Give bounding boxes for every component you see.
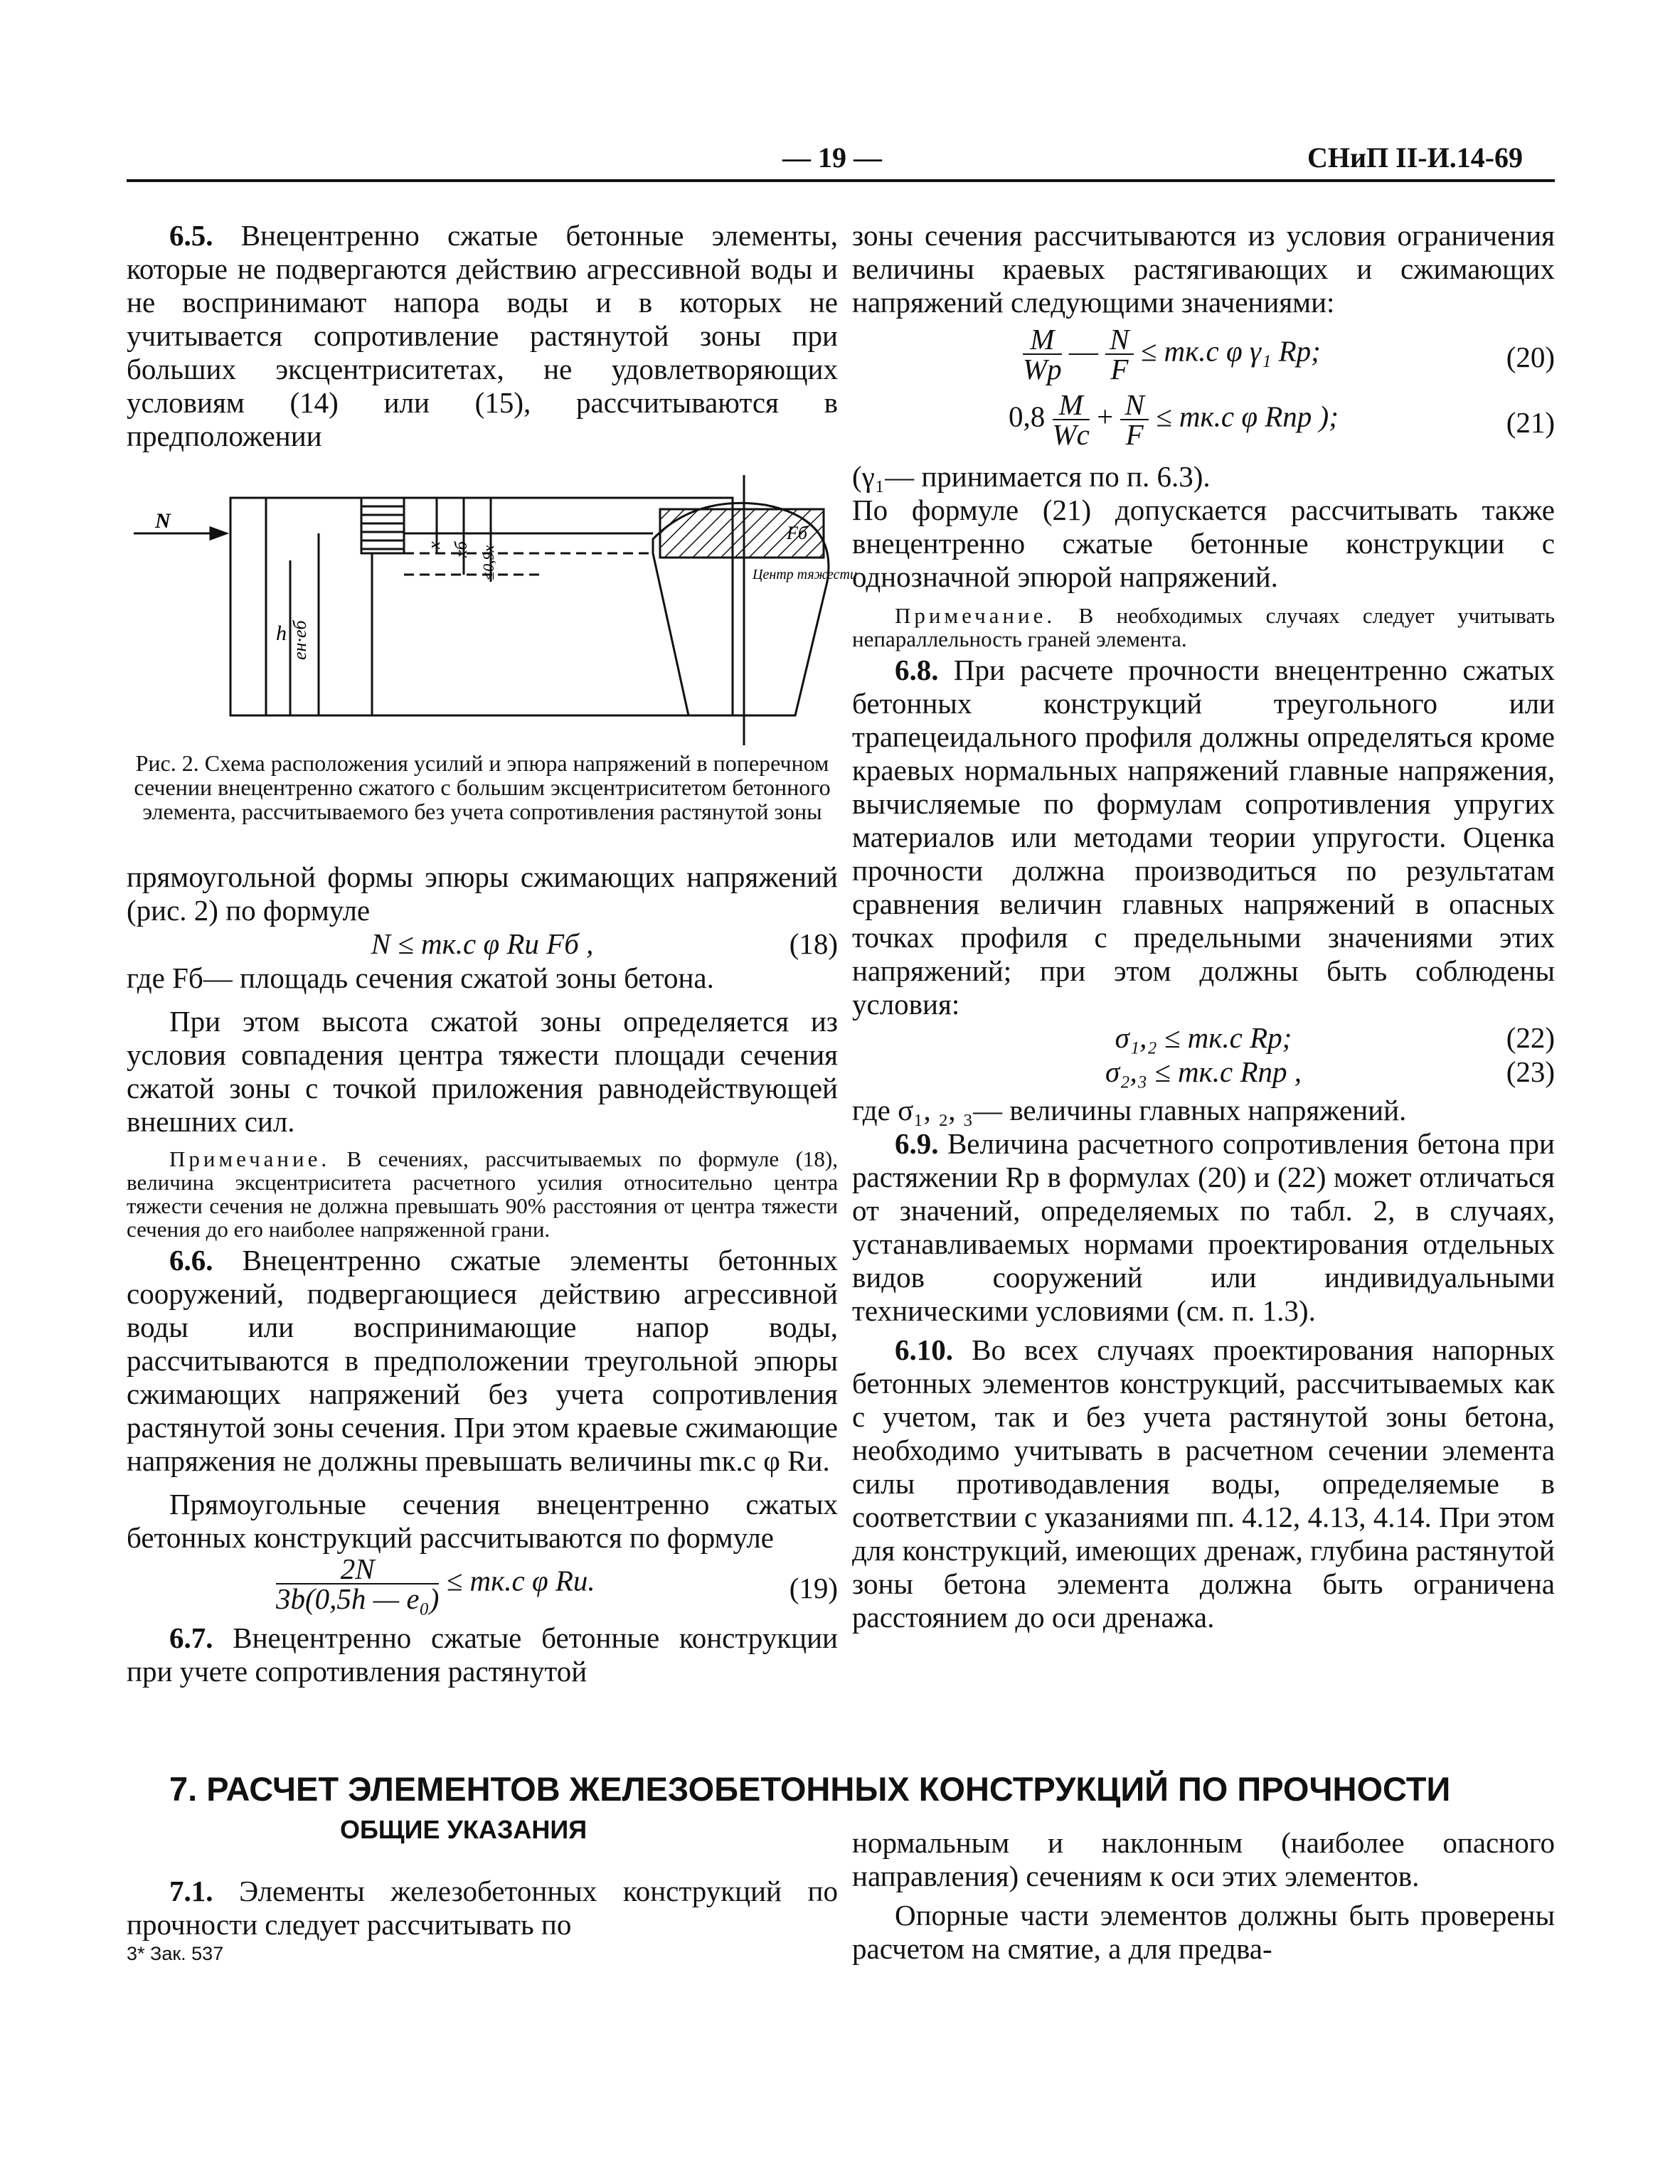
- equation-20: $\frac{M}{Wр}$ — $\frac{N}{F}$ ≤ mк.с φ γ₁ Rр; (20): [1023, 323, 1555, 385]
- left-column-bottom: [127, 861, 838, 1688]
- where-23: где σ₁, ₂, ₃— величины главных напряжений.: [852, 1094, 1407, 1126]
- paragraph-7-1: 7.1. Элементы железобетонных конструкций по прочности следует рассчитывать по: [127, 1875, 838, 1941]
- label-0-9x: ≤0,9x: [479, 545, 497, 580]
- paragraph-6-7: 6.7. Внецентренно сжатые бетонные конструкции при учете сопротивления растянутой: [127, 1621, 838, 1688]
- clause-number: 6.5.: [169, 219, 213, 252]
- section-rectangle: [230, 498, 733, 715]
- label-xb: xб: [452, 541, 471, 558]
- label-x: x: [425, 541, 444, 549]
- paragraph-6-8: 6.8. При расчете прочности внецентренно сжатых бетонных конструкций треугольного или трапецеидального профиля должны определяться кроме краевых нормальных напряжений главные напряжения, вычисляемые по формулам сопротивления упругих материалов или методами теории упругости. Оценка прочности должна производиться по результатам сравнения величин главных напряжений в опасных точках профиля с предельными значениями этих напряжений; при этом должны быть соблюдены условия:: [852, 654, 1555, 1021]
- label-center-of-gravity: Центр тяжести: [753, 567, 857, 582]
- section-7-right: [852, 1826, 1555, 1966]
- paragraph-rect-sections: Прямоугольные сечения внецентренно сжатых бетонных конструкций рассчитываются по формуле: [127, 1488, 838, 1554]
- equation-19: $\frac{2N}{\text{3b(0,5h — e₀)}}$ ≤ mк.с φ Rи. (19): [276, 1552, 838, 1615]
- section-7-title: 7. РАСЧЕТ ЭЛЕМЕНТОВ ЖЕЛЕЗОБЕТОННЫХ КОНСТРУКЦИЙ ПО ПРОЧНОСТИ: [169, 1770, 1451, 1808]
- label-N: N: [155, 509, 171, 533]
- section-7-left: [127, 1875, 838, 1941]
- left-column-top: [127, 219, 838, 453]
- paragraph-rect-diagram: прямоугольной формы эпюры сжимающих напряжений (рис. 2) по формуле: [127, 861, 838, 927]
- document-code: СНиП II-И.14-69: [1307, 142, 1524, 174]
- paragraph-formula-21: По формуле (21) допускается рассчитывать также внецентренно сжатые бетонные конструкции с однозначной эпюрой напряжений.: [852, 494, 1555, 593]
- figure-caption: Рис. 2. Схема расположения усилий и эпюра напряжений в поперечном сечении внецентренно сжатого с большим эксцентриситетом бетонного элемента, рассчитываемого без учета сопротивления растянутой зоны: [134, 750, 831, 824]
- label-h: h: [276, 622, 287, 645]
- page-number: — 19 —: [782, 142, 882, 174]
- equation-18: N ≤ mк.с φ Rи Fб , (18): [371, 927, 838, 960]
- paragraph-6-10: 6.10. Во всех случаях проектирования напорных бетонных элементов конструкций, рассчитываемых как с учетом, так и без учета растянутой зоны бетона, необходимо учитывать в расчетном сечении элемента силы противодавления воды, определяемые в соответствии с указаниями пп. 4.12, 4.13, 4.14. При этом для конструкций, имеющих дренаж, глубина растянутой зоны бетона элемента должна быть ограничена расстоянием до оси дренажа.: [852, 1333, 1555, 1634]
- right-column: [852, 219, 1555, 1634]
- section-7-subtitle: ОБЩИЕ УКАЗАНИЯ: [340, 1815, 588, 1844]
- footer-note: 3* Зак. 537: [127, 1943, 224, 1964]
- paragraph-6-5: [127, 219, 838, 453]
- equation-21: 0,8 $\frac{M}{Wс}$ + $\frac{N}{F}$ ≤ mк.с φ Rпр ); (21): [1009, 388, 1555, 451]
- paragraph-6-6: 6.6. Внецентренно сжатые элементы бетонных сооружений, подвергающиеся действию агрессивной воды или воспринимающие напор воды, рассчитываются в предположении треугольной эпюры сжимающих напряжений без учета сопротивления растянутой зоны сечения. При этом краевые сжимающие напряжения не должны превышать величины mк.с φ Rи.: [127, 1244, 838, 1477]
- note-2: Примечание. В необходимых случаях следует учитывать непараллельность граней элемента.: [852, 603, 1555, 651]
- paragraph-7-1-cont: нормальным и наклонным (наиболее опасного направления) сечениям к оси этих элементов.: [852, 1826, 1555, 1892]
- note-1: Примечание. В сечениях, рассчитываемых по формуле (18), величина эксцентриситета расчетного усилия относительно центра тяжести сечения не должна превышать 90% расстояния от центра тяжести сечения до его наиболее напряженной грани.: [127, 1146, 838, 1242]
- figure-2-diagram: [127, 475, 857, 745]
- force-arrow-icon: [211, 528, 226, 539]
- paragraph-text: Внецентренно сжатые бетонные элементы, которые не подвергаются действию агрессивной воды и не воспринимают напора воды и в которых не учитывается сопротивление растянутой зоны при больших эксцентриситетах, не удовлетворяющих условиям (14) или (15), рассчитываются в предположении: [127, 219, 838, 452]
- paragraph-6-9: 6.9. Величина расчетного сопротивления бетона при растяжении Rр в формулах (20) и (22) может отличаться от значений, определяемых по табл. 2, в случаях, устанавливаемых нормами проектирования отдельных видов сооружений или индивидуальными техническими условиями (см. п. 1.3).: [852, 1127, 1555, 1327]
- paragraph-supports: Опорные части элементов должны быть проверены расчетом на смятие, а для предва-: [852, 1899, 1555, 1965]
- header-rule: [127, 179, 1555, 182]
- paragraph-height: При этом высота сжатой зоны определяется из условия совпадения центра тяжести площади сечения сжатой зоны с точкой приложения равнодействующей внешних сил.: [127, 1005, 838, 1138]
- label-Fb: Fб: [787, 523, 807, 543]
- equation-22: σ₁,₂ ≤ mк.с Rр; (22): [1115, 1021, 1555, 1054]
- paragraph-continuation: зоны сечения рассчитываются из условия ограничения величины краевых растягивающих и сжимающих напряжений следующими значениями:: [852, 219, 1555, 319]
- gamma-note: (γ₁— принимается по п. 6.3).: [852, 460, 1211, 493]
- label-eccentricity: eн·eб: [289, 620, 310, 660]
- equation-23: σ₂,₃ ≤ mк.с Rпр , (23): [1105, 1055, 1555, 1088]
- where-18: где Fб— площадь сечения сжатой зоны бетона.: [127, 962, 714, 994]
